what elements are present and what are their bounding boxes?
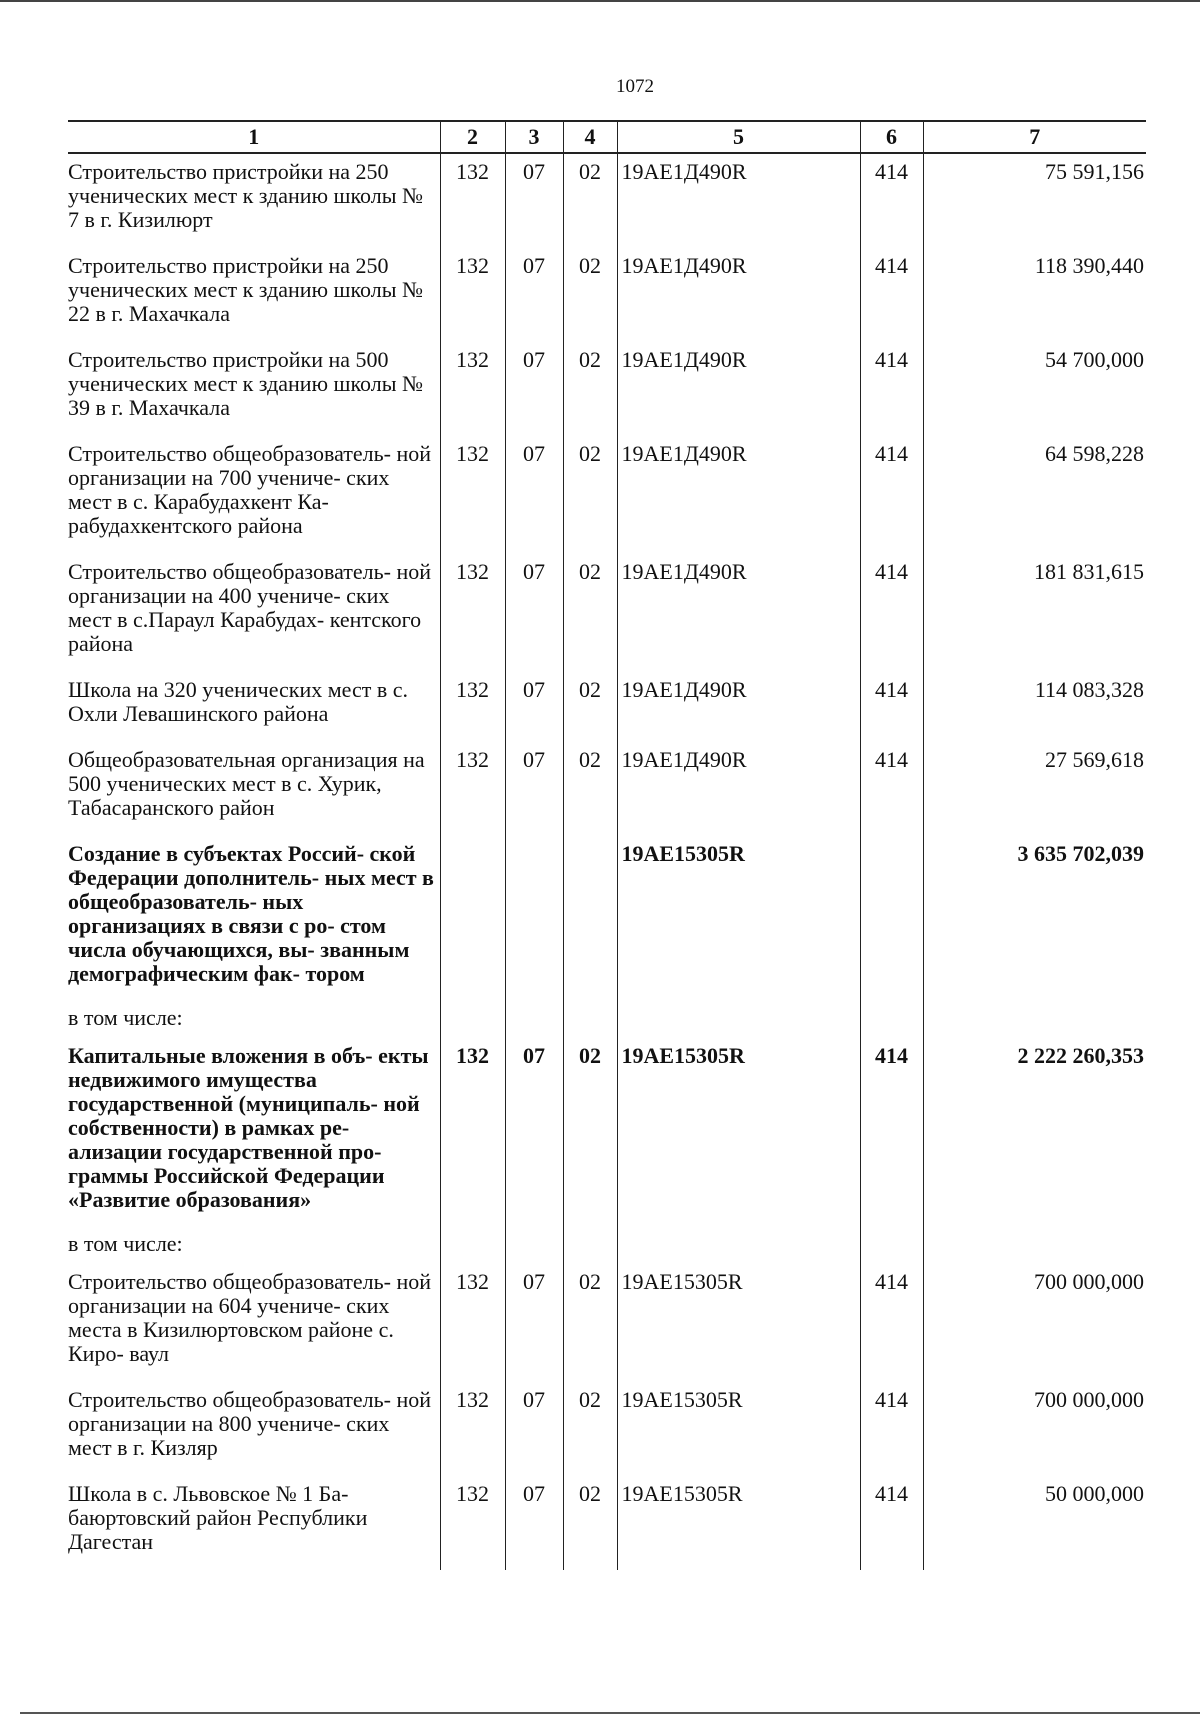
ministry-code: 132 <box>440 248 505 342</box>
subsection-code: 02 <box>563 672 617 742</box>
expense-type-code: 414 <box>860 742 923 836</box>
subsection-code <box>563 836 617 1002</box>
ministry-code <box>440 1228 505 1264</box>
page-number: 1072 <box>616 76 654 97</box>
section-code: 07 <box>505 153 563 248</box>
subsection-code: 02 <box>563 742 617 836</box>
amount: 181 831,615 <box>923 554 1146 672</box>
section-code: 07 <box>505 554 563 672</box>
ministry-code: 132 <box>440 554 505 672</box>
table-row <box>68 836 1146 1002</box>
item-name: Строительство общеобразователь- ной организации на 800 учениче- ских мест в г. Кизляр <box>68 1382 440 1476</box>
item-name: Создание в субъектах Россий- ской Федерации дополнитель- ных мест в общеобразователь- ных организациях в связи с ро- стом числа обучающихся, вы- званным демографическим фак- тором <box>68 836 440 1002</box>
table-row <box>68 1382 1146 1476</box>
item-name: Школа в с. Львовское № 1 Ба- баюртовский район Республики Дагестан <box>68 1476 440 1570</box>
header-row <box>68 121 1146 153</box>
amount: 700 000,000 <box>923 1264 1146 1382</box>
subsection-code: 02 <box>563 436 617 554</box>
table-row <box>68 248 1146 342</box>
section-code: 07 <box>505 436 563 554</box>
table-row <box>68 554 1146 672</box>
top-edge-rule <box>0 0 1200 2</box>
header-col-2: 2 <box>440 121 505 153</box>
target-article-code: 19АЕ15305R <box>617 1038 860 1228</box>
amount: 114 083,328 <box>923 672 1146 742</box>
target-article-code: 19АЕ15305R <box>617 836 860 1002</box>
table-row <box>68 436 1146 554</box>
header-col-1: 1 <box>68 121 440 153</box>
subsection-code <box>563 1228 617 1264</box>
item-name: Строительство пристройки на 250 ученических мест к зданию школы № 22 в г. Махачкала <box>68 248 440 342</box>
ministry-code: 132 <box>440 1264 505 1382</box>
header-col-6: 6 <box>860 121 923 153</box>
item-name: Общеобразовательная организация на 500 ученических мест в с. Хурик, Табасаранского район <box>68 742 440 836</box>
header-col-5: 5 <box>617 121 860 153</box>
table-row <box>68 342 1146 436</box>
subsection-code: 02 <box>563 1382 617 1476</box>
expense-type-code: 414 <box>860 1264 923 1382</box>
section-code: 07 <box>505 1382 563 1476</box>
table-row <box>68 1476 1146 1570</box>
subsection-code: 02 <box>563 1038 617 1228</box>
ministry-code: 132 <box>440 742 505 836</box>
ministry-code: 132 <box>440 1476 505 1570</box>
item-name: Школа на 320 ученических мест в с. Охли Левашинского района <box>68 672 440 742</box>
amount: 64 598,228 <box>923 436 1146 554</box>
table-row <box>68 1002 1146 1038</box>
expense-type-code: 414 <box>860 342 923 436</box>
expense-type-code: 414 <box>860 1476 923 1570</box>
section-code: 07 <box>505 672 563 742</box>
budget-table <box>68 120 1146 1570</box>
section-code <box>505 836 563 1002</box>
item-name: Строительство пристройки на 250 ученических мест к зданию школы № 7 в г. Кизилюрт <box>68 153 440 248</box>
item-name: Капитальные вложения в объ- екты недвижимого имущества государственной (муниципаль- ной собственности) в рамках ре- ализации государственной про- граммы Российской Федерации «Развитие образования» <box>68 1038 440 1228</box>
subsection-code: 02 <box>563 342 617 436</box>
amount: 118 390,440 <box>923 248 1146 342</box>
table-row <box>68 1038 1146 1228</box>
table-body <box>68 153 1146 1570</box>
table-row <box>68 153 1146 248</box>
section-code: 07 <box>505 248 563 342</box>
expense-type-code: 414 <box>860 672 923 742</box>
header-col-3: 3 <box>505 121 563 153</box>
expense-type-code: 414 <box>860 1038 923 1228</box>
ministry-code: 132 <box>440 153 505 248</box>
item-name: в том числе: <box>68 1002 440 1038</box>
header-col-7: 7 <box>923 121 1146 153</box>
subsection-code: 02 <box>563 153 617 248</box>
section-code: 07 <box>505 1264 563 1382</box>
target-article-code <box>617 1228 860 1264</box>
ministry-code: 132 <box>440 672 505 742</box>
section-code: 07 <box>505 1038 563 1228</box>
header-col-4: 4 <box>563 121 617 153</box>
expense-type-code: 414 <box>860 248 923 342</box>
amount: 3 635 702,039 <box>923 836 1146 1002</box>
expense-type-code: 414 <box>860 554 923 672</box>
amount <box>923 1228 1146 1264</box>
target-article-code: 19АЕ1Д490R <box>617 153 860 248</box>
subsection-code: 02 <box>563 554 617 672</box>
bottom-edge-rule <box>20 1712 1200 1714</box>
target-article-code: 19АЕ1Д490R <box>617 672 860 742</box>
table-row <box>68 742 1146 836</box>
section-code: 07 <box>505 342 563 436</box>
subsection-code <box>563 1002 617 1038</box>
item-name: в том числе: <box>68 1228 440 1264</box>
ministry-code: 132 <box>440 342 505 436</box>
target-article-code: 19АЕ1Д490R <box>617 342 860 436</box>
expense-type-code: 414 <box>860 1382 923 1476</box>
section-code: 07 <box>505 1476 563 1570</box>
target-article-code: 19АЕ15305R <box>617 1476 860 1570</box>
target-article-code <box>617 1002 860 1038</box>
target-article-code: 19АЕ1Д490R <box>617 742 860 836</box>
expense-type-code: 414 <box>860 436 923 554</box>
target-article-code: 19АЕ15305R <box>617 1264 860 1382</box>
ministry-code: 132 <box>440 1382 505 1476</box>
amount: 2 222 260,353 <box>923 1038 1146 1228</box>
amount: 75 591,156 <box>923 153 1146 248</box>
table-row <box>68 1264 1146 1382</box>
target-article-code: 19АЕ1Д490R <box>617 554 860 672</box>
table-row <box>68 1228 1146 1264</box>
subsection-code: 02 <box>563 1476 617 1570</box>
item-name: Строительство общеобразователь- ной организации на 400 учениче- ских мест в с.Параул Карабудах- кентского района <box>68 554 440 672</box>
subsection-code: 02 <box>563 1264 617 1382</box>
table-row <box>68 672 1146 742</box>
ministry-code: 132 <box>440 1038 505 1228</box>
item-name: Строительство пристройки на 500 ученических мест к зданию школы № 39 в г. Махачкала <box>68 342 440 436</box>
section-code <box>505 1228 563 1264</box>
target-article-code: 19АЕ15305R <box>617 1382 860 1476</box>
target-article-code: 19АЕ1Д490R <box>617 436 860 554</box>
amount: 700 000,000 <box>923 1382 1146 1476</box>
expense-type-code <box>860 836 923 1002</box>
expense-type-code <box>860 1228 923 1264</box>
amount: 54 700,000 <box>923 342 1146 436</box>
item-name: Строительство общеобразователь- ной организации на 604 учениче- ских места в Кизилюртовском районе с. Киро- ваул <box>68 1264 440 1382</box>
ministry-code <box>440 1002 505 1038</box>
expense-type-code <box>860 1002 923 1038</box>
target-article-code: 19АЕ1Д490R <box>617 248 860 342</box>
section-code: 07 <box>505 742 563 836</box>
item-name: Строительство общеобразователь- ной организации на 700 учениче- ских мест в с. Карабудахкент Ка- рабудахкентского района <box>68 436 440 554</box>
ministry-code: 132 <box>440 436 505 554</box>
expense-type-code: 414 <box>860 153 923 248</box>
subsection-code: 02 <box>563 248 617 342</box>
amount <box>923 1002 1146 1038</box>
ministry-code <box>440 836 505 1002</box>
section-code <box>505 1002 563 1038</box>
amount: 50 000,000 <box>923 1476 1146 1570</box>
amount: 27 569,618 <box>923 742 1146 836</box>
